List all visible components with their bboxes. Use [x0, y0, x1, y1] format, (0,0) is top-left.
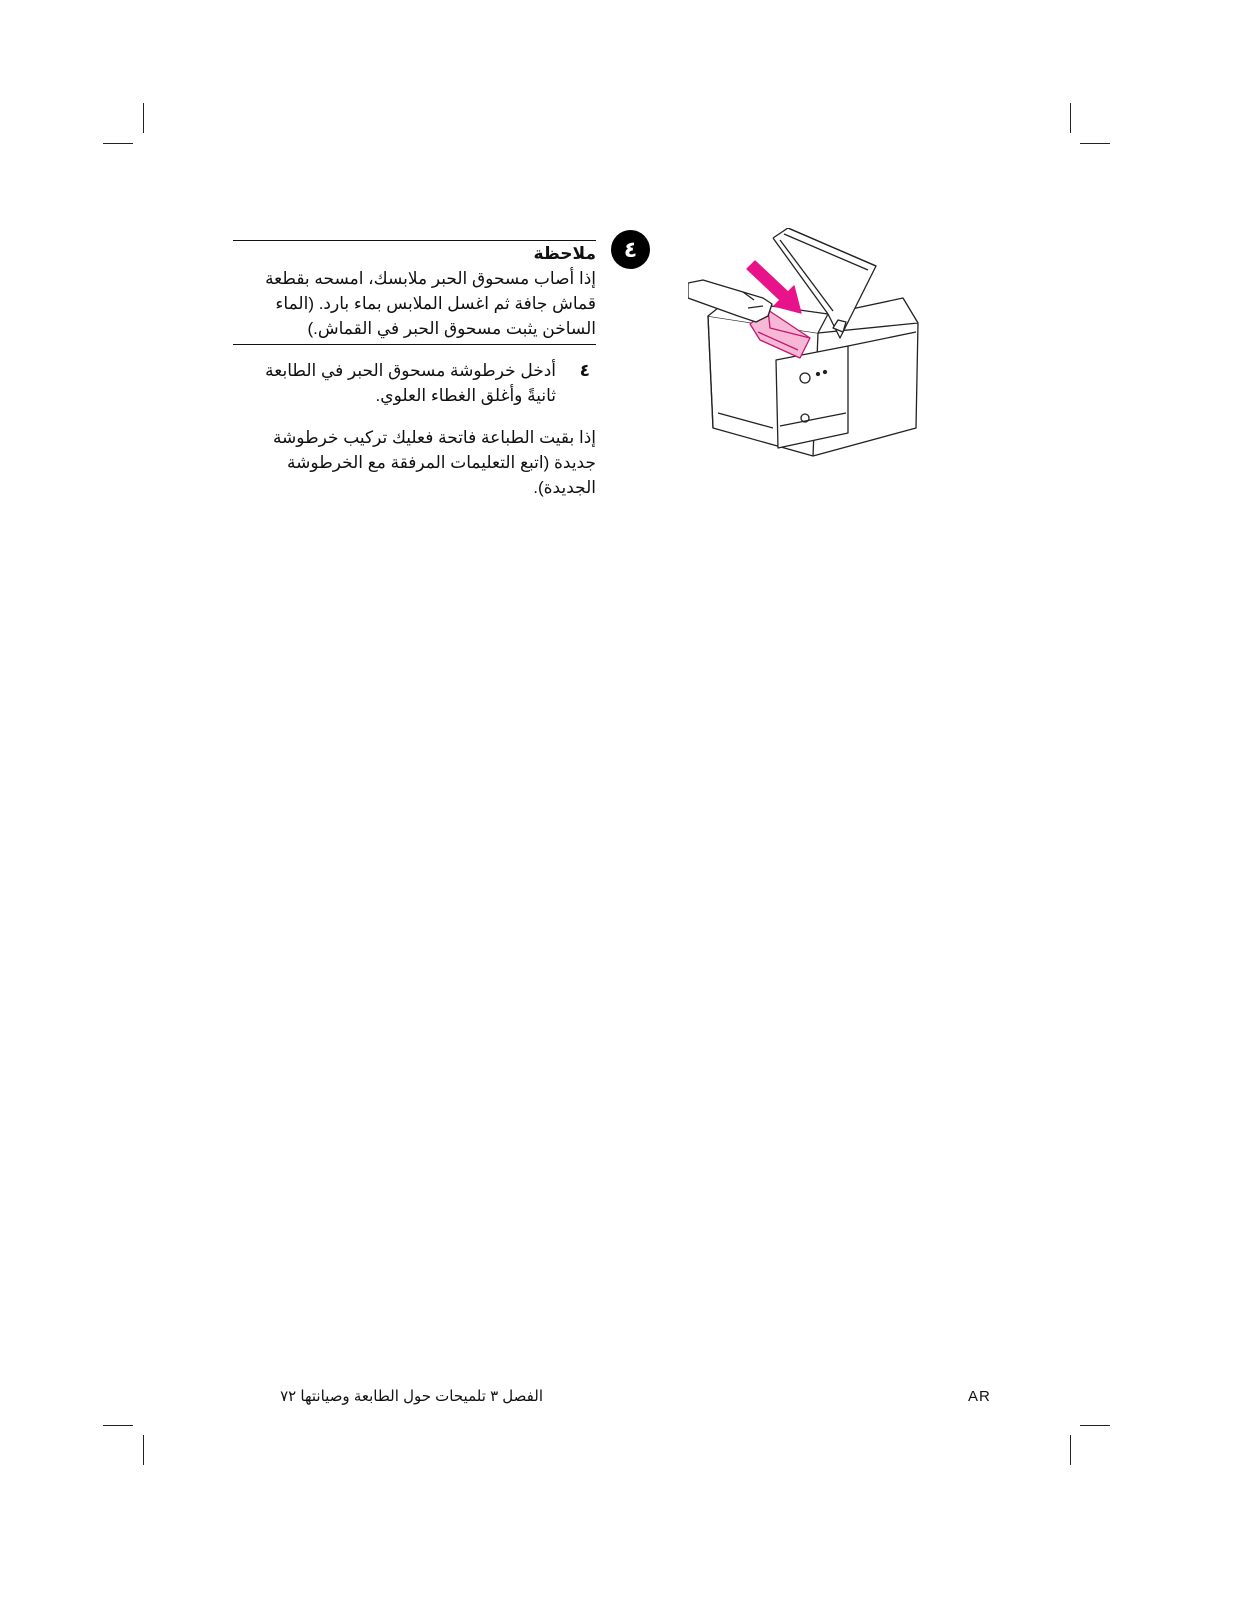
note-text: إذا أصاب مسحوق الحبر ملابسك، امسحه بقطعة قماش جافة ثم اغسل الملابس بماء بارد. (الماء الساخن يثبت مسحوق الحبر في القماش.): [265, 269, 596, 338]
crop-mark-bottom-right-h: [1080, 1425, 1110, 1426]
note-bottom-rule: [233, 344, 596, 345]
step-text: أدخل خرطوشة مسحوق الحبر في الطابعة ثانيةً وأغلق الغطاء العلوي.: [265, 361, 556, 405]
note-top-rule: [233, 240, 596, 241]
crop-mark-top-left-h: [103, 143, 133, 144]
step-number: ٤: [579, 361, 590, 380]
crop-mark-bottom-left-v: [143, 1435, 144, 1465]
note-title: ملاحظة: [533, 244, 596, 263]
printer-toner-insert-icon: [688, 228, 933, 468]
step-badge: ٤: [611, 230, 650, 269]
crop-mark-top-right-v: [1070, 103, 1071, 133]
printer-illustration: [688, 228, 933, 468]
instruction-column: [233, 240, 596, 500]
footer-chapter-label: الفصل ٣ تلميحات حول الطابعة وصيانتها ٧٢: [280, 1388, 543, 1405]
crop-mark-top-right-h: [1080, 143, 1110, 144]
followup-paragraph: إذا بقيت الطباعة فاتحة فعليك تركيب خرطوشة جديدة (اتبع التعليمات المرفقة مع الخرطوشة الجديدة).: [272, 428, 596, 497]
crop-mark-top-left-v: [143, 103, 144, 133]
crop-mark-bottom-right-v: [1070, 1435, 1071, 1465]
step-item: [233, 358, 596, 408]
footer-language-code: AR: [968, 1388, 991, 1405]
crop-mark-bottom-left-h: [103, 1425, 133, 1426]
